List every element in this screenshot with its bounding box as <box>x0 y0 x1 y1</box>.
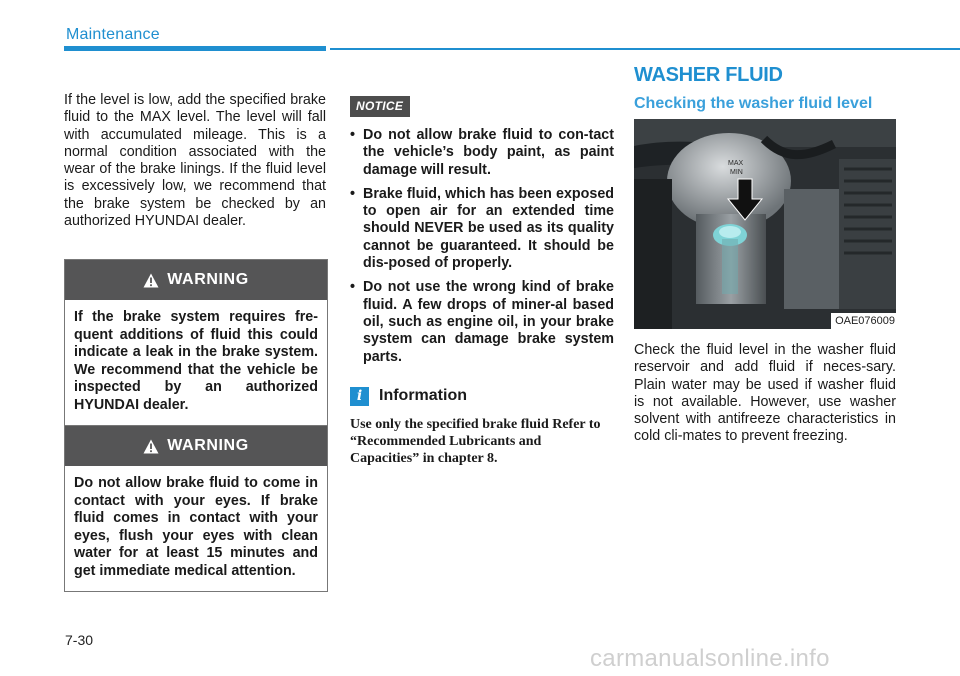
washer-fluid-subheading: Checking the washer fluid level <box>634 95 873 112</box>
information-heading <box>350 387 614 406</box>
washer-reservoir-photo <box>634 119 896 329</box>
warning-header-2 <box>65 426 327 466</box>
notice-bullet-text: Brake fluid, which has been exposed to open air for an extended time should NEVER be used as its quality cannot be guaranteed. It should be dis-posed of properly. <box>363 185 614 272</box>
warning-text-2: Do not allow brake fluid to come in contact with your eyes. If brake fluid comes in contact with your eyes, flush your eyes with clean water for at least 15 minutes and get immediate medical attention. <box>74 475 318 579</box>
warning-box-1 <box>64 259 328 426</box>
page-number: 7-30 <box>65 632 94 648</box>
min-mark-label: MIN <box>730 169 743 176</box>
warning-triangle-icon <box>143 273 159 288</box>
engine-bay-illustration <box>634 119 896 329</box>
notice-bullet-text: Do not allow brake fluid to con-tact the vehicle’s body paint, as paint damage will result. <box>363 127 614 178</box>
header-rule-thick <box>64 46 326 51</box>
section-title: Maintenance <box>66 26 160 43</box>
washer-fluid-paragraph: Check the fluid level in the washer fluid reservoir and add fluid if neces-sary. Plain water may be used if washer fluid is not available. However, use washer solvent with antifreeze characteristics in cold cli-mates to prevent freezing. <box>634 342 896 445</box>
list-item: • Do not use the wrong kind of brake fluid. A few drops of miner-al based oil, such as engine oil, in your brake system can damage brake system parts. <box>350 279 614 365</box>
information-title: Information <box>379 387 467 405</box>
notice-bullet-text: Do not use the wrong kind of brake fluid. A few drops of miner-al based oil, such as engine oil, in your brake system can damage brake system parts. <box>363 279 614 365</box>
middle-column <box>350 96 614 467</box>
warning-title-1: WARNING <box>167 271 249 288</box>
warning-header-1 <box>65 260 327 300</box>
notice-list <box>350 127 614 366</box>
warning-text-1: If the brake system requires fre-quent additions of fluid this could indicate a leak in the brake system. We recommend that the vehicle be inspected by an authorized HYUNDAI dealer. <box>74 309 318 413</box>
right-column <box>634 64 896 446</box>
info-icon: i <box>350 387 369 406</box>
notice-label: NOTICE <box>350 96 410 117</box>
brake-level-paragraph: If the level is low, add the specified brake fluid to the MAX level. The level will fall with accumulated mileage. This is a normal condition associated with the wear of the brake linings. If the fluid level is excessively low, we recommend that the brake system be checked by an authorized HYUNDAI dealer. <box>64 92 326 230</box>
warning-title-2: WARNING <box>167 437 249 454</box>
washer-fluid-heading: WASHER FLUID <box>634 64 783 86</box>
figure-code: OAE076009 <box>831 313 896 329</box>
warning-box-2 <box>64 425 328 592</box>
information-text: Use only the specified brake fluid Refer to “Recommended Lubricants and Capacities” in chapter 8. <box>350 416 601 466</box>
left-column <box>64 92 326 230</box>
list-item: • Do not allow brake fluid to con-tact the vehicle’s body paint, as paint damage will result. <box>350 127 614 178</box>
header-rule-thin <box>330 48 960 50</box>
list-item: • Brake fluid, which has been exposed to open air for an extended time should NEVER be used as its quality cannot be guaranteed. It should be dis-posed of properly. <box>350 185 614 272</box>
watermark: carmanualsonline.info <box>590 645 830 672</box>
warning-triangle-icon <box>143 439 159 454</box>
max-mark-label: MAX <box>728 160 744 167</box>
